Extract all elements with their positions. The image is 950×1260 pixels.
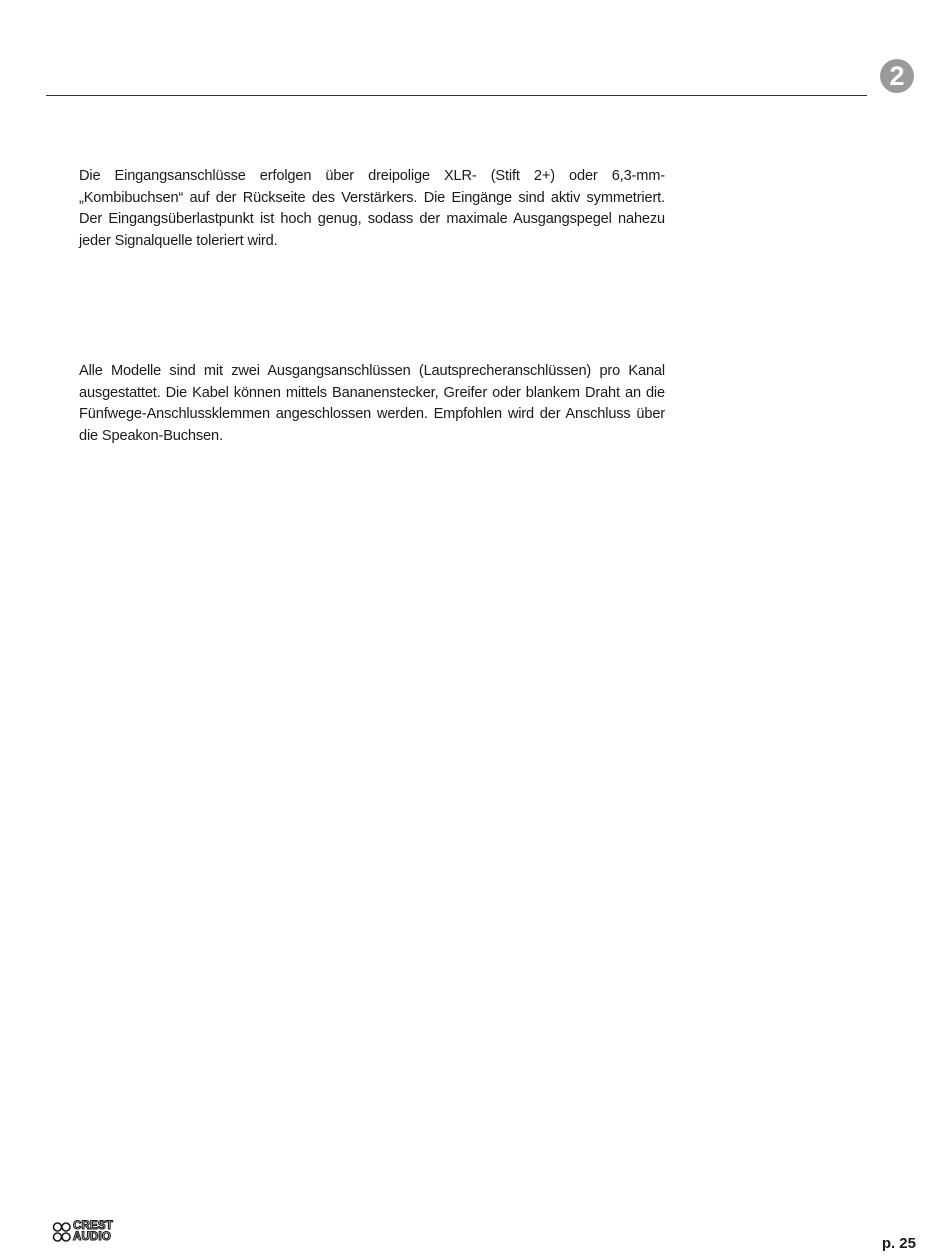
logo-word-audio: AUDIO [73,1231,112,1243]
logo-word-crest: CREST [73,1220,113,1232]
input-connections-paragraph: Die Eingangsanschlüsse erfolgen über dreipolige XLR- (Stift 2+) oder 6,3-mm-„Kombibuchsen“ auf der Rückseite des Verstärkers. Die Eingänge sind aktiv symmetriert. Der Eingangsüberlastpunkt ist hoch genug, sodass der maximale Ausgangspegel nahezu jeder Signalquelle toleriert wird. [79,168,665,249]
output-connections-paragraph: Alle Modelle sind mit zwei Ausgangsanschlüssen (Lautsprecheranschlüssen) pro Kanal ausgestattet. Die Kabel können mittels Bananenstecker, Greifer oder blankem Draht an die Fünfwege-Anschlussklemmen angeschlossen werden. Empfohlen wird der Anschluss über die Speakon-Buchsen. [79,363,665,444]
crest-audio-emblem-icon [52,1221,72,1243]
header-divider [46,95,867,96]
chapter-number-badge: 2 [880,59,914,93]
crest-audio-logo [52,1221,134,1243]
page-number: p. 25 [881,1235,916,1252]
